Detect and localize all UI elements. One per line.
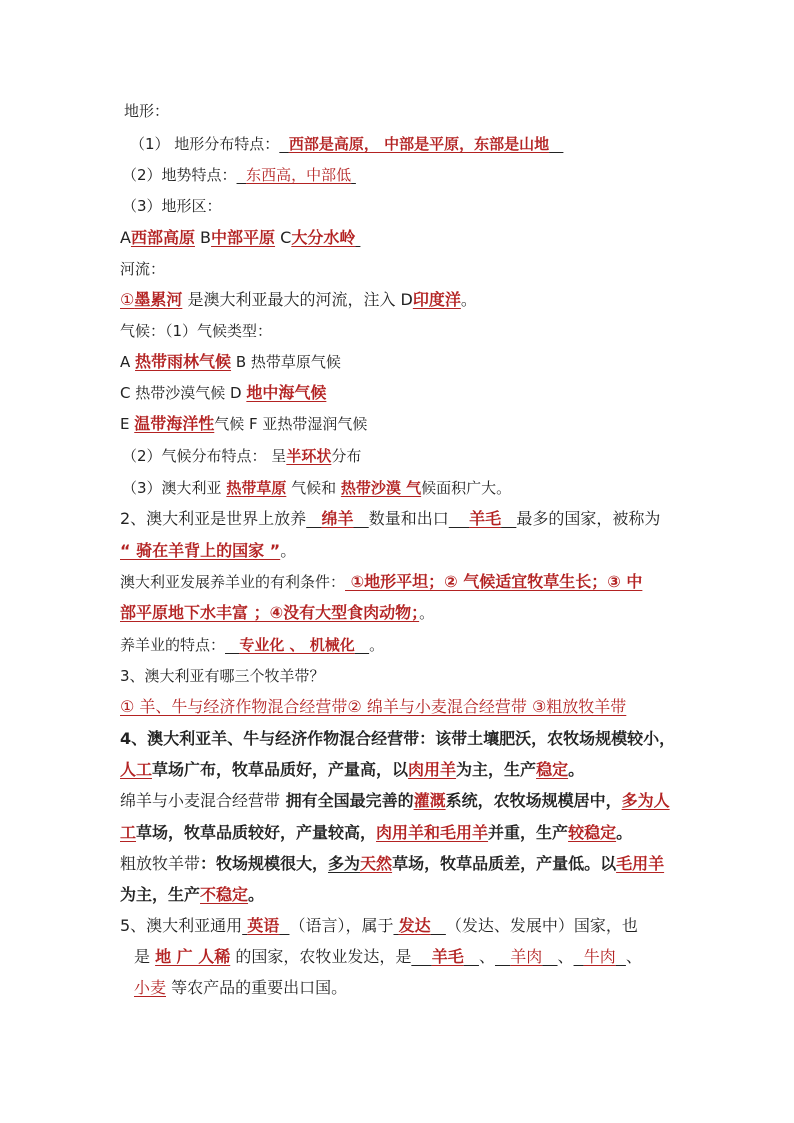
label-text: （2）地势特点： — [122, 166, 237, 184]
blank — [549, 135, 563, 153]
label-text: 。 — [280, 541, 297, 560]
line-q3-answer — [120, 696, 626, 718]
line-q4-belt1 — [120, 759, 584, 781]
line-q4 — [120, 728, 675, 750]
answer-artificial: 人工 — [120, 760, 153, 779]
answer-region-b: 中部平原 — [211, 228, 276, 247]
label-text: 草场广布，牧草品质好，产量高，以 — [152, 760, 409, 779]
line-sheep-features — [120, 634, 384, 656]
blank — [542, 947, 557, 966]
label-text: （1） 地形分布特点： — [130, 135, 280, 153]
answer-river: 墨累河 — [134, 290, 183, 309]
label-text: 绵羊与小麦混合经营带 — [120, 791, 281, 810]
circled-number: ① — [120, 290, 135, 309]
answer-stable: 稳定 — [536, 760, 569, 779]
label-text: （3）澳大利亚 — [122, 479, 227, 497]
line-q5-cont — [134, 946, 642, 968]
label-text: 、 — [478, 947, 495, 966]
label-text: （语言），属于 — [289, 916, 394, 935]
line-climate-cd — [120, 382, 326, 404]
heading-rivers: 河流： — [120, 260, 166, 278]
answer-region-a: 西部高原 — [130, 228, 195, 247]
line-q3: 3、澳大利亚有哪三个牧羊带？ — [120, 667, 325, 685]
label-text: （发达、发展中）国家，也 — [445, 916, 638, 935]
label-text: 。 — [616, 823, 633, 842]
answer-mostly-artificial: 多为人 — [621, 791, 670, 810]
blank — [351, 166, 356, 184]
answer-export-wool: 羊毛 — [431, 947, 464, 966]
label-text: 系统，农牧场规模居中， — [445, 791, 622, 810]
line-climate-ef — [120, 413, 367, 435]
line-q2 — [120, 508, 660, 530]
label-text: 、 — [625, 947, 642, 966]
answer-conditions-2: 部平原地下水丰富 ；④没有大型食肉动物； — [120, 603, 420, 622]
label-text: 草场，牧草品质差，产量低。以 — [392, 854, 617, 873]
label-text: 4、澳大利亚羊、牛与经济作物混合经营带：该带土壤肥沃，农牧场规模较小， — [120, 729, 676, 748]
line-terrain-regions: （3）地形区： — [122, 197, 222, 215]
line-climate-area — [122, 477, 511, 499]
answer-meat-sheep: 肉用羊 — [408, 760, 457, 779]
heading-terrain: 地形： — [124, 102, 170, 120]
answer-climate-area-2: 热带沙漠 气 — [340, 479, 422, 497]
line-sheep-conditions-cont — [120, 602, 434, 624]
line-q5-end — [134, 977, 347, 999]
label-text: 澳大利亚发展养羊业的有利条件： — [120, 573, 346, 591]
answer-fairly-stable: 较稳定 — [568, 823, 617, 842]
label-text: 草场，牧草品质较好，产量较高， — [136, 823, 377, 842]
blank — [355, 636, 369, 654]
answer-terrain-slope: 东西高，中部低 — [246, 166, 352, 184]
answer-climate-d: 地中海气候 — [246, 383, 327, 402]
line-terrain-slope — [122, 164, 356, 186]
label-text: 粗放牧羊带 — [120, 854, 201, 873]
blank — [431, 916, 446, 935]
answer-vast-land: 地 广 人稀 — [155, 947, 231, 966]
label-text: 为主，生产 — [120, 885, 201, 904]
blank — [355, 228, 360, 247]
label-text: 。 — [419, 604, 435, 622]
label-text: 分布 — [331, 447, 362, 465]
line-terrain-distribution — [130, 133, 563, 155]
blank — [306, 509, 321, 528]
blank — [279, 135, 289, 153]
answer-climate-e: 温带海洋性 — [134, 414, 215, 433]
label-text: B — [194, 228, 212, 247]
heading-climate: 气候：（1）气候类型： — [120, 322, 273, 340]
label-text: C — [275, 228, 292, 247]
label-text: 并重，生产 — [488, 823, 569, 842]
line-sheep-conditions — [120, 571, 642, 593]
label-text: C 热带沙漠气候 D — [120, 384, 247, 402]
label-text: 。 — [248, 885, 265, 904]
answer-wool: 羊毛 — [469, 509, 502, 528]
label-text: A — [120, 228, 131, 247]
label-text: E — [120, 415, 135, 433]
blank — [464, 947, 479, 966]
answer-features: 专业化 、 机械化 — [239, 636, 355, 654]
answer-natural: 天然 — [360, 854, 393, 873]
label-text: 的国家，农牧业发达，是 — [230, 947, 412, 966]
label-text: 。 — [369, 636, 385, 654]
blank — [574, 947, 584, 966]
label-text: 。 — [460, 290, 477, 309]
line-q4-belt2-cont — [120, 822, 632, 844]
blank — [279, 916, 289, 935]
answer-region-c: 大分水岭 — [291, 228, 356, 247]
answer-export-mutton: 羊肉 — [510, 947, 543, 966]
blank — [237, 166, 247, 184]
answer-climate-area-1: 热带草原 — [226, 479, 287, 497]
blank — [616, 947, 626, 966]
answer-climate-a: 热带雨林气候 — [135, 352, 232, 371]
answer-terrain-distribution: 西部是高原， 中部是平原，东部是山地 — [288, 135, 550, 153]
label-text: 数量和出口 — [368, 509, 449, 528]
blank — [501, 509, 516, 528]
label-text: ：牧场规模很大， — [200, 854, 329, 873]
label-text: 为主，生产 — [456, 760, 537, 779]
answer-irrigation: 灌溉 — [413, 791, 446, 810]
answer-sheep: 绵羊 — [321, 509, 354, 528]
line-regions-answers — [120, 227, 360, 249]
label-text: （2）气候分布特点： 呈 — [122, 447, 287, 465]
answer-artificial-2: 工 — [120, 823, 137, 842]
label-text: 、 — [557, 947, 574, 966]
answer-nickname: “ 骑在羊背上的国家 ” — [120, 541, 281, 560]
blank — [449, 509, 469, 528]
label-text: 是澳大利亚最大的河流，注入 D — [182, 290, 413, 309]
answer-developed: 发达 — [398, 916, 431, 935]
label-text: 养羊业的特点： — [120, 636, 226, 654]
blank — [495, 947, 510, 966]
label-text: 是 — [134, 947, 156, 966]
answer-conditions-1: ①地形平坦；② 气候适宜牧草生长；③ 中 — [345, 572, 643, 591]
label-text: 5、澳大利亚通用 — [120, 916, 243, 935]
label-text: B 热带草原气候 — [231, 353, 341, 371]
label-text: A — [120, 353, 136, 371]
answer-unstable: 不稳定 — [200, 885, 249, 904]
answer-climate-distribution: 半环状 — [286, 447, 332, 465]
answer-english: 英语 — [247, 916, 280, 935]
label-text: 最多的国家，被称为 — [516, 509, 661, 528]
answer-export-wheat: 小麦 — [134, 978, 167, 997]
blank — [411, 947, 431, 966]
answer-mostly: 多为 — [328, 854, 361, 873]
label-text: 2、澳大利亚是世界上放养 — [120, 509, 307, 528]
label-text: 。 — [568, 760, 585, 779]
line-q5 — [120, 915, 638, 937]
label-text: 气候和 — [286, 479, 341, 497]
answer-three-belts: ① 羊、牛与经济作物混合经营带② 绵羊与小麦混合经营带 ③粗放牧羊带 — [120, 697, 627, 716]
line-river — [120, 289, 477, 311]
line-q4-belt3 — [120, 853, 664, 875]
blank — [225, 636, 239, 654]
line-q4-belt2 — [120, 790, 670, 812]
answer-ocean: 印度洋 — [412, 290, 461, 309]
label-text: 气候 F 亚热带湿润气候 — [214, 415, 368, 433]
line-climate-distribution — [122, 445, 361, 467]
line-climate-ab — [120, 351, 341, 373]
label-text: 候面积广大。 — [421, 479, 512, 497]
label-text: 拥有全国最完善的 — [280, 791, 414, 810]
answer-export-beef: 牛肉 — [583, 947, 616, 966]
answer-meat-wool-sheep: 肉用羊和毛用羊 — [376, 823, 489, 842]
line-q4-belt3-cont — [120, 884, 264, 906]
label-text: 等农产品的重要出口国。 — [166, 978, 348, 997]
blank — [353, 509, 368, 528]
answer-wool-sheep: 毛用羊 — [616, 854, 665, 873]
line-q2-nickname — [120, 540, 296, 562]
